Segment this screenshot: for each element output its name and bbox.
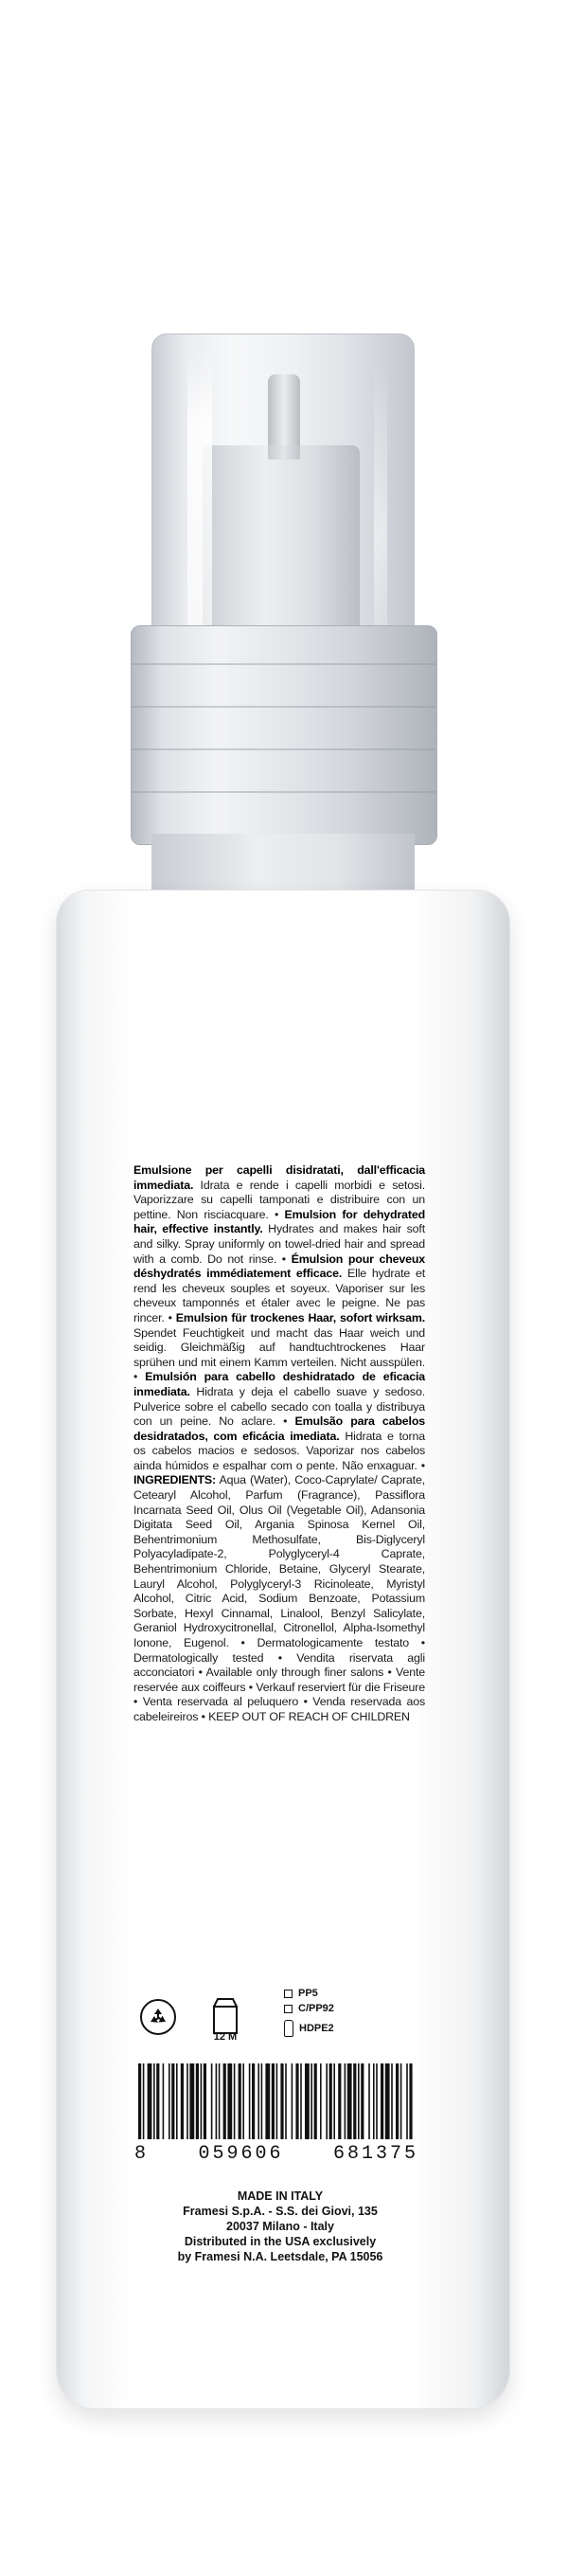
barcode-bar xyxy=(171,2063,174,2139)
distributor-line: by Framesi N.A. Leetsdale, PA 15056 xyxy=(177,2250,383,2263)
hdpe2-label: HDPE2 xyxy=(299,2023,334,2034)
barcode-bar xyxy=(285,2063,287,2139)
label-en-title: Emulsion for dehydrated hair, effective instantly. xyxy=(133,1207,425,1236)
barcode-bar xyxy=(223,2063,226,2139)
barcode-bar xyxy=(211,2063,213,2139)
label-it-text: Idrata e rende i capelli morbidi e setosi. Vaporizzare su capelli tamponati e distribuire con un pettine. Non risciacquare. • xyxy=(133,1178,425,1221)
pp5-mark xyxy=(284,1988,318,1999)
bottle-outline-icon xyxy=(284,2020,293,2037)
barcode-bar xyxy=(345,2063,346,2139)
barcode-bar xyxy=(186,2063,188,2139)
barcode-bar xyxy=(163,2063,165,2139)
barcode-bar xyxy=(169,2063,170,2139)
barcode-digit-group1: 059606 xyxy=(198,2143,284,2165)
barcode-bar xyxy=(368,2063,370,2139)
back-label-text xyxy=(133,1163,425,1725)
barcode-bar xyxy=(280,2063,283,2139)
barcode-bar xyxy=(227,2063,232,2139)
barcode-bar xyxy=(143,2063,145,2139)
pp5-label: PP5 xyxy=(298,1988,318,1999)
label-es-text: Hidrata y deja el cabello suave y sedoso. Pulverice sobre el cabello secado con toalla y distribuya con un peine. No aclare. • xyxy=(133,1384,425,1429)
barcode-bar xyxy=(373,2063,375,2139)
barcode-bar xyxy=(385,2063,390,2139)
label-de-title: Emulsion für trockenes Haar, sofort wirksam. xyxy=(175,1310,425,1324)
collar-ridge xyxy=(131,748,435,750)
distributed-line: Distributed in the USA exclusively xyxy=(184,2235,377,2248)
barcode-bar xyxy=(300,2063,302,2139)
label-fr-title: Émulsion pour cheveux déshydratés immédiatement efficace. xyxy=(133,1252,425,1281)
label-es-title: Emulsión para cabello deshidratado de eficacia inmediata. xyxy=(133,1370,425,1398)
barcode-bar xyxy=(311,2063,312,2139)
barcode-bar xyxy=(176,2063,178,2139)
barcode-bar xyxy=(153,2063,155,2139)
company-address: Framesi S.p.A. - S.S. dei Giovi, 135 xyxy=(183,2205,378,2218)
barcode-bar xyxy=(219,2063,221,2139)
barcode-digit-group2: 681375 xyxy=(332,2143,418,2165)
barcode-bar xyxy=(148,2063,152,2139)
label-pt-text: Hidrata e torna os cabelos macios e sedosos. Vaporizar nos cabelos ainda húmidos e espalhar com o pente. Não enxaguar. • xyxy=(133,1429,425,1472)
barcode-bar xyxy=(333,2063,335,2139)
cpp92-mark xyxy=(284,2003,334,2014)
barcode-bar xyxy=(320,2063,322,2139)
barcode-bar xyxy=(361,2063,364,2139)
barcode-bar xyxy=(261,2063,263,2139)
label-fr-text: Elle hydrate et rend les cheveux souples et soyeux. Vaporiser sur les cheveux tamponnés et étaler avec le peigne. Ne pas rincer. • xyxy=(133,1267,425,1324)
manufacturer-info xyxy=(133,2189,428,2264)
recycle-icon xyxy=(140,1999,176,2035)
barcode-bar xyxy=(396,2063,399,2139)
barcode xyxy=(134,2063,418,2139)
cpp92-label: C/PP92 xyxy=(298,2003,334,2014)
barcode-bar xyxy=(358,2063,360,2139)
barcode-bar xyxy=(329,2063,332,2139)
label-it-title: Emulsione per capelli disidratati, dall'efficacia immediata. xyxy=(133,1163,425,1192)
collar-ridge xyxy=(131,791,435,793)
label-pt-title: Emulsão para cabelos desidratados, com eficácia imediata. xyxy=(133,1414,425,1443)
barcode-bar xyxy=(234,2063,236,2139)
barcode-bar xyxy=(265,2063,270,2139)
collar-ridge xyxy=(131,663,435,665)
barcode-bar xyxy=(181,2063,184,2139)
barcode-bar xyxy=(295,2063,298,2139)
pump-collar xyxy=(131,625,437,845)
cap-square-icon xyxy=(284,1990,293,1998)
barcode-bar xyxy=(189,2063,194,2139)
barcode-bar xyxy=(353,2063,356,2139)
hdpe2-mark xyxy=(284,2020,334,2037)
label-de-text: Spendet Feuchtigkeit und macht das Haar weich und seidig. Gleichmäßig auf handtuchtrockenes Haar sprühen und mit einem Kamm verteilen. Nicht ausspülen. • xyxy=(133,1325,425,1384)
barcode-bar xyxy=(305,2063,310,2139)
barcode-bar xyxy=(326,2063,328,2139)
barcode-bar xyxy=(201,2063,203,2139)
label-ingredients-text: Aqua (Water), Coco-Caprylate/ Caprate, Cetearyl Alcohol, Parfum (Fragrance), Passiflora Incarnata Seed Oil, Olus Oil (Vegetable Oil), Adansonia Digitata Seed Oil, Argania Spinosa Kernel Oil, Behentrimonium Methosulfate, Bis-Diglyceryl Polyacyladipate-2, Polyglyceryl-4 Caprate, Behentrimonium Chloride, Betaine, Glyceryl Stearate, Lauryl Alcohol, Polyglyceryl-3 Ricinoleate, Myristyl Alcohol, Citric Acid, Sodium Benzoate, Potassium Sorbate, Hexyl Cinnamal, Linalool, Benzyl Salicylate, Geraniol Hydroxycitronellal, Citronellol, Alpha-Isomethyl Ionone, Eugenol. xyxy=(133,1473,425,1649)
company-city: 20037 Milano - Italy xyxy=(226,2220,334,2233)
barcode-bar xyxy=(138,2063,141,2139)
label-notes-text: • Dermatologicamente testato • Dermatologically tested • Vendita riservata agli acconciatori • Available only through finer salons • Vente reservée aux coiffeurs • Verkauf reserviert für die Friseure • Venta reservada al peluquero • Venda reservada aos cabeleireiros • KEEP OUT OF REACH OF CHILDREN xyxy=(133,1636,425,1723)
barcode-bar xyxy=(376,2063,378,2139)
barcode-bar xyxy=(381,2063,383,2139)
barcode-number xyxy=(134,2143,418,2165)
barcode-bar xyxy=(249,2063,251,2139)
label-en-text: Hydrates and makes hair soft and silky. Spray uniformly on towel-dried hair and spread with a comb. Do not rinse. • xyxy=(133,1222,425,1266)
barcode-bar xyxy=(272,2063,275,2139)
barcode-digit-prefix: 8 xyxy=(134,2143,150,2165)
barcode-bar xyxy=(347,2063,352,2139)
collar-ridge xyxy=(131,706,435,708)
barcode-bar xyxy=(406,2063,408,2139)
barcode-bar xyxy=(292,2063,293,2139)
barcode-bar xyxy=(204,2063,206,2139)
barcode-bar xyxy=(314,2063,317,2139)
barcode-bar xyxy=(338,2063,341,2139)
label-ingredients-title: INGREDIENTS: xyxy=(133,1473,217,1487)
barcode-bar xyxy=(257,2063,259,2139)
barcode-bar xyxy=(156,2063,159,2139)
pump-square-icon xyxy=(284,2005,293,2013)
pump-mechanism xyxy=(203,445,360,635)
barcode-bar xyxy=(216,2063,218,2139)
barcode-bar xyxy=(276,2063,278,2139)
barcode-bar xyxy=(196,2063,199,2139)
pao-label: 12 M xyxy=(213,2031,238,2043)
made-in: MADE IN ITALY xyxy=(237,2189,324,2203)
pao-jar-icon xyxy=(208,1995,242,2035)
barcode-bar xyxy=(252,2063,255,2139)
barcode-bar xyxy=(242,2063,244,2139)
barcode-bar xyxy=(239,2063,241,2139)
barcode-bar xyxy=(400,2063,402,2139)
barcode-bar xyxy=(409,2063,412,2139)
barcode-bar xyxy=(391,2063,393,2139)
